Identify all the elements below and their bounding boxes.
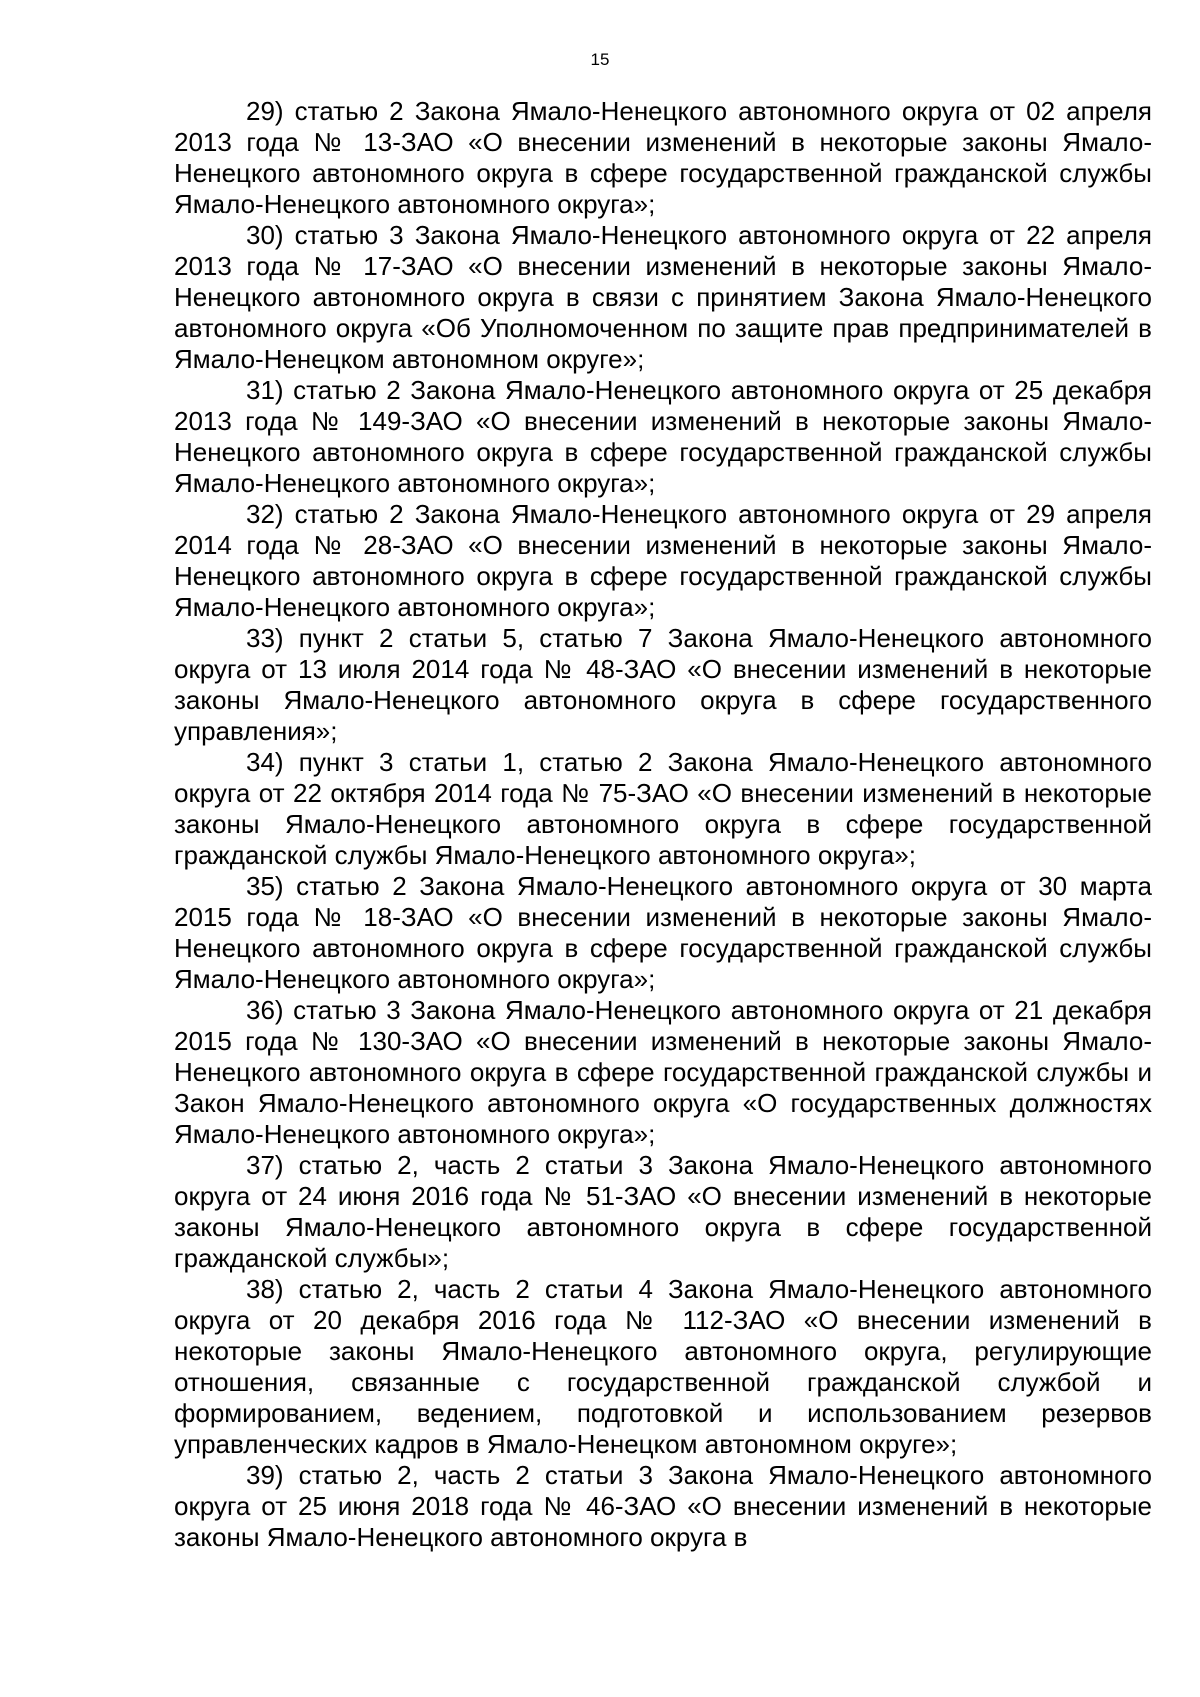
paragraph-38: 38) статью 2, часть 2 статьи 4 Закона Ямало-Ненецкого автономного округа от 20 декабря 2016 года № 112-ЗАО «О внесении изменений в некоторые законы Ямало-Ненецкого автономного округа, регулирующие отношения, связанные с государственной гражданской службой и формированием, ведением, подготовкой и использованием резервов управленческих кадров в Ямало-Ненецком автономном округе»; — [174, 1274, 1152, 1459]
paragraph-33: 33) пункт 2 статьи 5, статью 7 Закона Ямало-Ненецкого автономного округа от 13 июля 2014 года № 48-ЗАО «О внесении изменений в некоторые законы Ямало-Ненецкого автономного округа в сфере государственного управления»; — [174, 623, 1152, 746]
paragraph-34: 34) пункт 3 статьи 1, статью 2 Закона Ямало-Ненецкого автономного округа от 22 октября 2014 года № 75-ЗАО «О внесении изменений в некоторые законы Ямало-Ненецкого автономного округа в сфере государственной гражданской службы Ямало-Ненецкого автономного округа»; — [174, 747, 1152, 870]
paragraph-30: 30) статью 3 Закона Ямало-Ненецкого автономного округа от 22 апреля 2013 года № 17-ЗАО «О внесении изменений в некоторые законы Ямало-Ненецкого автономного округа в связи с принятием Закона Ямало-Ненецкого автономного округа «Об Уполномоченном по защите прав предпринимателей в Ямало-Ненецком автономном округе»; — [174, 220, 1152, 374]
paragraph-35: 35) статью 2 Закона Ямало-Ненецкого автономного округа от 30 марта 2015 года № 18-ЗАО «О внесении изменений в некоторые законы Ямало-Ненецкого автономного округа в сфере государственной гражданской службы Ямало-Ненецкого автономного округа»; — [174, 871, 1152, 994]
paragraph-31: 31) статью 2 Закона Ямало-Ненецкого автономного округа от 25 декабря 2013 года № 149-ЗАО «О внесении изменений в некоторые законы Ямало-Ненецкого автономного округа в сфере государственной гражданской службы Ямало-Ненецкого автономного округа»; — [174, 375, 1152, 498]
body-text — [174, 96, 1152, 1553]
paragraph-37: 37) статью 2, часть 2 статьи 3 Закона Ямало-Ненецкого автономного округа от 24 июня 2016 года № 51-ЗАО «О внесении изменений в некоторые законы Ямало-Ненецкого автономного округа в сфере государственной гражданской службы»; — [174, 1150, 1152, 1273]
page-number: 15 — [590, 50, 610, 69]
paragraph-32: 32) статью 2 Закона Ямало-Ненецкого автономного округа от 29 апреля 2014 года № 28-ЗАО «О внесении изменений в некоторые законы Ямало-Ненецкого автономного округа в сфере государственной гражданской службы Ямало-Ненецкого автономного округа»; — [174, 499, 1152, 622]
paragraph-39: 39) статью 2, часть 2 статьи 3 Закона Ямало-Ненецкого автономного округа от 25 июня 2018 года № 46-ЗАО «О внесении изменений в некоторые законы Ямало-Ненецкого автономного округа в — [174, 1460, 1152, 1552]
paragraph-36: 36) статью 3 Закона Ямало-Ненецкого автономного округа от 21 декабря 2015 года № 130-ЗАО «О внесении изменений в некоторые законы Ямало-Ненецкого автономного округа в сфере государственной гражданской службы и Закон Ямало-Ненецкого автономного округа «О государственных должностях Ямало-Ненецкого автономного округа»; — [174, 995, 1152, 1149]
paragraph-29: 29) статью 2 Закона Ямало-Ненецкого автономного округа от 02 апреля 2013 года № 13-ЗАО «О внесении изменений в некоторые законы Ямало-Ненецкого автономного округа в сфере государственной гражданской службы Ямало-Ненецкого автономного округа»; — [174, 96, 1152, 219]
